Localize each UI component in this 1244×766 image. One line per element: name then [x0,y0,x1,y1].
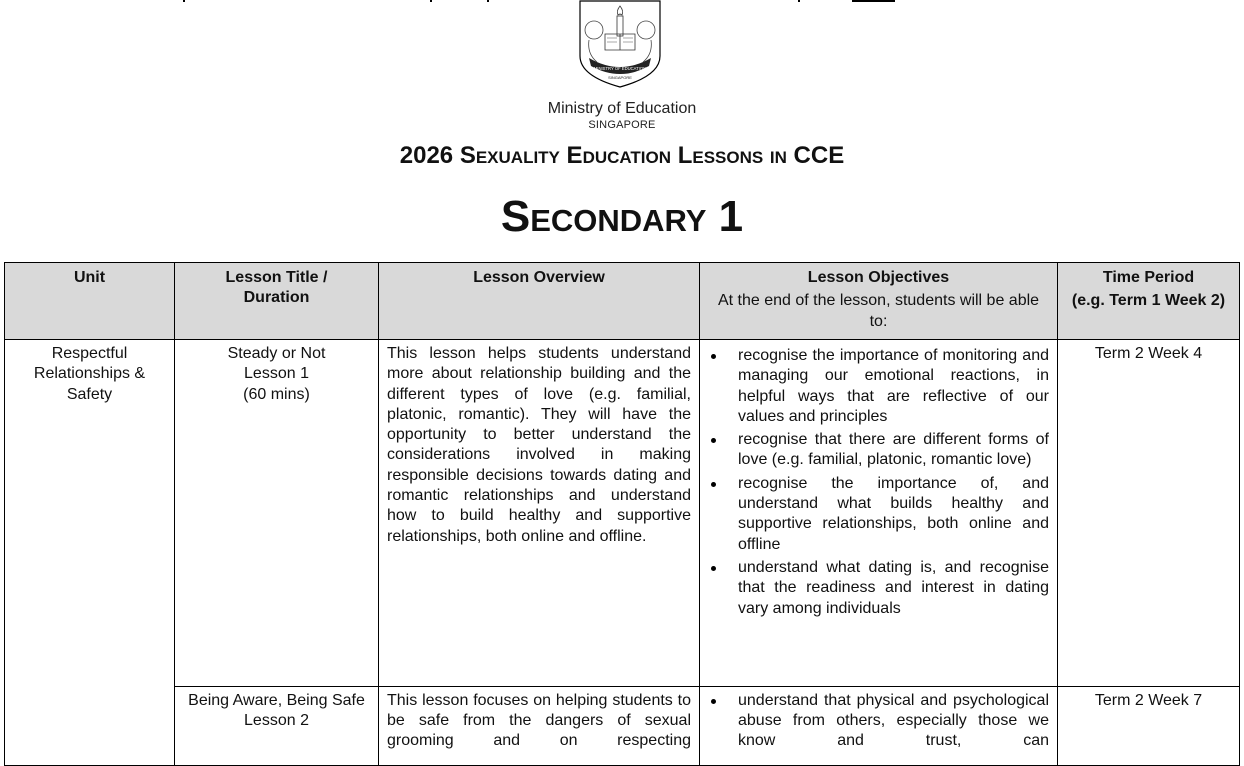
organization-name: Ministry of Education [547,100,697,117]
objectives-subheader: At the end of the lesson, students will be able to: [717,292,1040,330]
column-header-time-period: Time Period (e.g. Term 1 Week 2) [1058,263,1240,340]
text-fragment [798,0,800,2]
objective-item: recognise the importance of monitoring and managing our emotional reactions, in helpful ways that are reflective of our values and principles [738,346,1049,427]
table-row [5,686,1240,765]
objective-item: recognise that there are different forms of love (e.g. familial, platonic, romantic love) [738,430,1049,471]
objectives-list [708,691,1049,752]
column-header-unit: Unit [5,263,175,340]
crest-country-text: SINGAPORE [608,75,632,80]
lesson-objectives-cell [700,686,1058,765]
lesson-objectives-cell [700,340,1058,687]
objective-item: understand that physical and psychological abuse from others, especially those we know and trust, can [738,691,1049,752]
document-title: 2026 Sexuality Education Lessons in CCE [399,142,845,169]
lesson-title-cell: Steady or Not Lesson 1 (60 mins) [175,340,379,687]
crest-banner-text: MINISTRY OF EDUCATION [593,66,647,71]
unit-cell: Respectful Relationships & Safety [5,340,175,766]
time-period-cell: Term 2 Week 7 [1058,686,1240,765]
text-fragment [430,0,432,2]
column-header-overview: Lesson Overview [379,263,700,340]
organization-country: SINGAPORE [588,119,656,131]
table-row [5,340,1240,687]
objective-item: understand what dating is, and recognise that the readiness and interest in dating vary among individuals [738,558,1049,619]
lesson-title-cell: Being Aware, Being Safe Lesson 2 [175,686,379,765]
column-header-objectives: Lesson Objectives At the end of the lesson, students will be able to: [700,263,1058,340]
lesson-overview-cell: This lesson helps students understand more about relationship building and the different types of love (e.g. familial, platonic, romantic). They will have the opportunity to better understand the considerations involved in making responsible decisions towards dating and romantic relationships and understand how to build healthy and supportive relationships, both online and offline. [379,340,700,687]
time-period-cell: Term 2 Week 4 [1058,340,1240,687]
objectives-list [708,346,1049,619]
moe-crest-icon [579,0,661,88]
lesson-overview-cell: This lesson focuses on helping students to be safe from the dangers of sexual grooming and on respecting [379,686,700,765]
text-fragment [487,0,489,2]
table-header-row [5,263,1240,340]
column-header-lesson-title: Lesson Title / Duration [175,263,379,340]
document-subtitle: Secondary 1 [500,192,744,241]
text-fragment [183,0,185,2]
underline-fragment [852,0,895,2]
objective-item: recognise the importance of, and understand what builds healthy and supportive relationships, both online and offline [738,474,1049,555]
lessons-table [4,262,1240,766]
